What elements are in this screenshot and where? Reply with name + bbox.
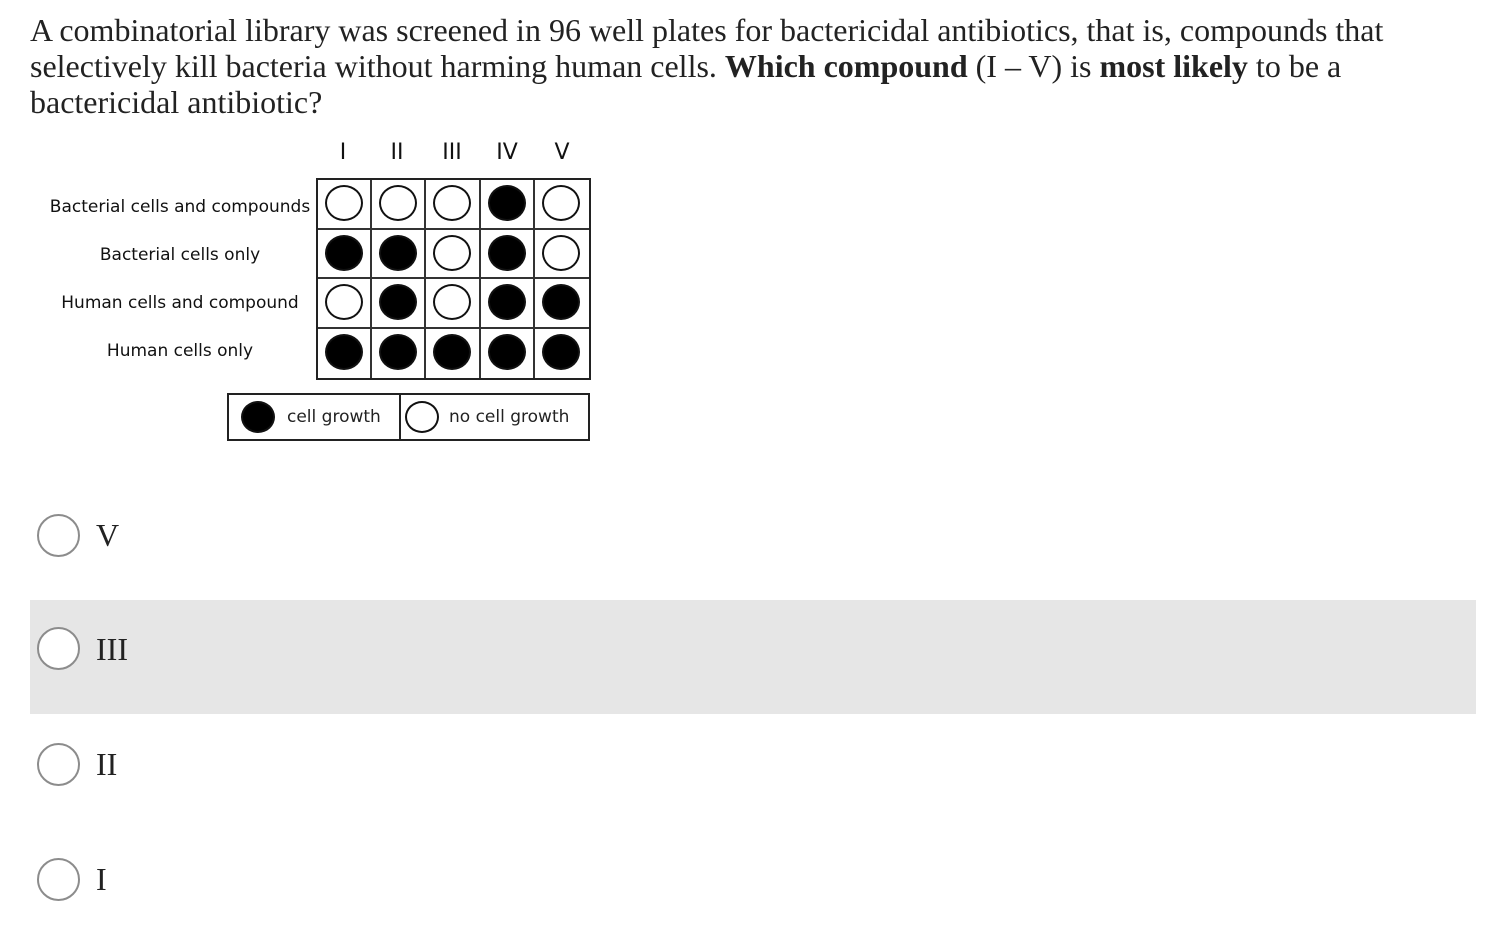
- legend: [227, 393, 590, 441]
- growth-dot: [488, 284, 526, 320]
- column-label-2: II: [390, 140, 404, 165]
- no-growth-dot: [325, 185, 363, 221]
- legend-divider: [399, 395, 401, 439]
- growth-dot: [433, 334, 471, 370]
- radio-button[interactable]: [37, 627, 80, 670]
- question-part1: A combinatorial library was screened in 96 well plates for bactericidal antibiotics, that is, compounds that selectively kill bacteria without harming human cells.: [30, 12, 1384, 84]
- well-cell: [535, 279, 589, 329]
- growth-dot: [325, 334, 363, 370]
- row-label-2: Bacterial cells only: [99, 245, 261, 265]
- well-cell: [426, 180, 480, 230]
- growth-dot: [488, 185, 526, 221]
- well-cell: [481, 279, 535, 329]
- well-cell: [318, 180, 372, 230]
- well-grid: [316, 178, 591, 380]
- well-cell: [318, 230, 372, 280]
- cell-growth-label: cell growth: [287, 407, 381, 427]
- well-cell: [372, 279, 426, 329]
- no-growth-dot: [325, 284, 363, 320]
- well-cell: [426, 230, 480, 280]
- well-cell: [318, 329, 372, 379]
- option-label: I: [96, 861, 107, 897]
- growth-dot: [379, 334, 417, 370]
- growth-dot: [325, 235, 363, 271]
- question-bold-1: Which compound: [724, 48, 968, 84]
- well-cell: [481, 180, 535, 230]
- column-label-4: IV: [496, 140, 518, 165]
- row-label-1: Bacterial cells and compounds: [49, 197, 311, 217]
- option-label: II: [96, 746, 118, 782]
- option-label: V: [96, 517, 120, 553]
- question-bold-2: most likely: [1099, 48, 1248, 84]
- no-growth-dot: [433, 284, 471, 320]
- no-cell-growth-swatch: [405, 401, 439, 433]
- radio-button[interactable]: [37, 743, 80, 786]
- no-growth-dot: [542, 235, 580, 271]
- question-part2: (I – V) is: [967, 48, 1100, 84]
- growth-dot: [542, 334, 580, 370]
- column-label-3: III: [442, 140, 462, 165]
- well-cell: [318, 279, 372, 329]
- row-label-4: Human cells only: [106, 341, 254, 361]
- growth-dot: [488, 334, 526, 370]
- no-growth-dot: [433, 185, 471, 221]
- answer-option-v[interactable]: [30, 479, 1476, 593]
- row-label-3: Human cells and compound: [61, 293, 299, 313]
- well-cell: [481, 230, 535, 280]
- well-plate-figure: [0, 0, 620, 460]
- radio-button[interactable]: [37, 858, 80, 901]
- no-growth-dot: [433, 235, 471, 271]
- growth-dot: [488, 235, 526, 271]
- growth-dot: [542, 284, 580, 320]
- question-part3: to be a bactericidal antibiotic?: [30, 48, 1342, 120]
- answer-option-iii[interactable]: [30, 600, 1476, 714]
- well-cell: [372, 329, 426, 379]
- well-cell: [535, 180, 589, 230]
- answer-option-i[interactable]: [30, 823, 1476, 937]
- no-growth-dot: [379, 185, 417, 221]
- no-growth-dot: [542, 185, 580, 221]
- well-cell: [481, 329, 535, 379]
- option-label: III: [96, 631, 128, 667]
- no-cell-growth-label: no cell growth: [449, 407, 570, 427]
- column-label-1: I: [339, 140, 347, 165]
- well-cell: [372, 180, 426, 230]
- well-cell: [426, 329, 480, 379]
- growth-dot: [379, 284, 417, 320]
- column-label-5: V: [554, 140, 570, 165]
- well-cell: [535, 329, 589, 379]
- well-cell: [372, 230, 426, 280]
- well-cell: [535, 230, 589, 280]
- well-cell: [426, 279, 480, 329]
- answer-option-ii[interactable]: [30, 708, 1476, 822]
- cell-growth-swatch: [241, 401, 275, 433]
- growth-dot: [379, 235, 417, 271]
- radio-button[interactable]: [37, 514, 80, 557]
